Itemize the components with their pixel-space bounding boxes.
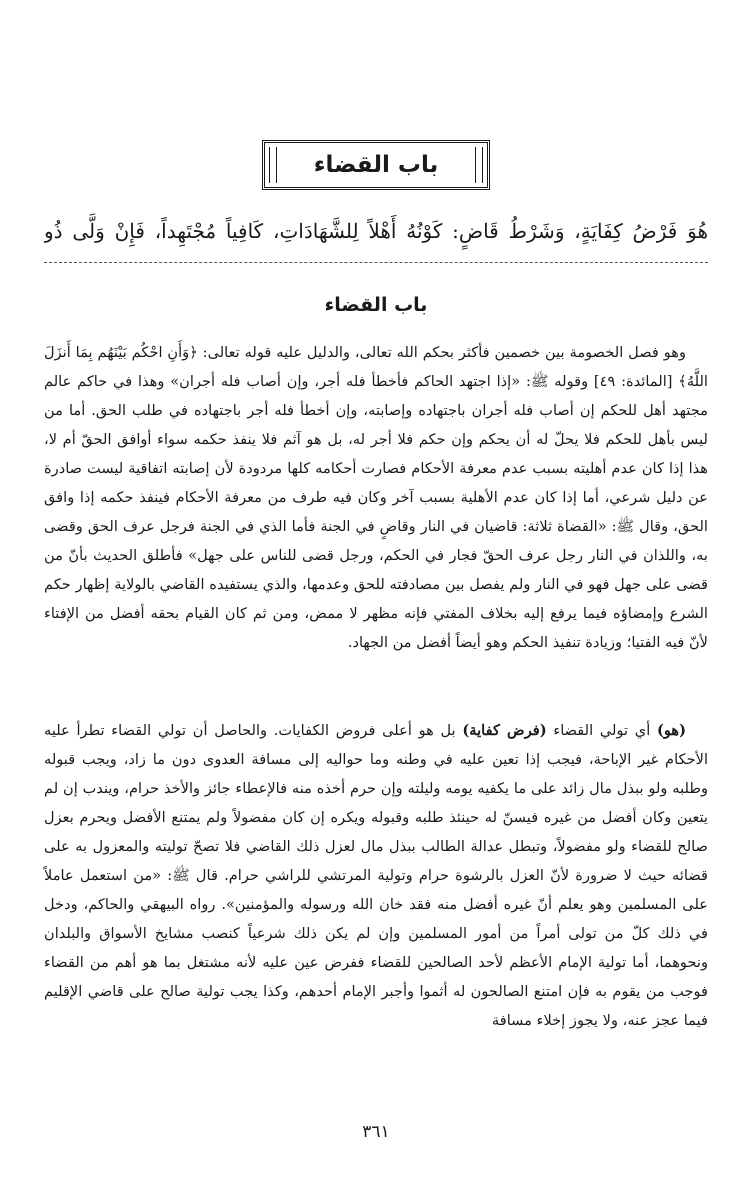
paragraph-2-intro: أي تولي القضاء	[553, 722, 651, 739]
matn-text-line: هُوَ فَرْضُ كِفَايَةٍ، وَشَرْطُ قَاضٍ: كَوْنُهُ أَهْلاً لِلشَّهَادَاتِ، كَافِياً مُجْتَهِداً، فَإِنْ وَلَّى ذُو	[44, 219, 708, 243]
commentary-paragraph-2	[44, 716, 708, 1035]
paragraph-2-body: بل هو أعلى فروض الكفايات. والحاصل أن تولي القضاء تطرأ عليه الأحكام غير الإباحة، فيجب إذا تعين عليه في وطنه وما حواليه إلى مسافة العدوى دون ما زاد، ويجب قبوله وطلبه ولو ببذل مال زائد على ما يكفيه يومه وليلته وإن حرم أخذه منه فالإعطاء جائز والأخذ حرام، ويندب إن لم يتعين وكان أفضل من غيره فيسنّ له حينئذ طلبه وقبوله ويكره إن كان مفضولاً ولم يمتنع الأفضل ويحرم بعزل صالح للقضاء ولو مفضولاً، وتبطل عدالة الطالب ببذل مال لعزل ذلك القاضي فلا تصحّ توليته والمعزول به على قضائه حيث لا ضرورة لأنّ العزل بالرشوة حرام وتولية المرتشي للراشي حرام. قال ﷺ: «من استعمل عاملاً على المسلمين وهو يعلم أنّ غيره أفضل منه فقد خان الله ورسوله والمؤمنين». رواه البيهقي والحاكم، ودخل في ذلك كلّ من تولى أمراً من أمور المسلمين وإن لم يكن ذلك شرعياً كنصب مشايخ الأسواق والبلدان ونحوهما، أما تولية الإمام الأعظم لأحد الصالحين للقضاء ففرض عين عليه لأنه مشتغل بما هو أهم من القضاء فوجب من يقوم به فإن امتنع الصالحون له أثموا وأجبر الإمام أحدهم، وكذا يجب تولية صالح على قاضي الإقليم فيما عجز عنه، ولا يجوز إخلاء مسافة	[44, 722, 708, 1029]
chapter-title-frame	[262, 140, 490, 190]
chapter-title: باب القضاء	[313, 152, 439, 178]
matn-term-fard-kifaya: (فرض كفاية)	[462, 722, 547, 739]
separator-rule	[44, 262, 708, 263]
commentary-paragraph-1: وهو فصل الخصومة بين خصمين فأكثر بحكم الله تعالى، والدليل عليه قوله تعالى: ﴿وَأَنِ احْكُم بَيْنَهُم بِمَا أَنزَلَ اللَّهُ﴾ [المائدة: ٤٩] وقوله ﷺ: «إذا اجتهد الحاكم فأخطأ فله أجر، وإن أصاب فله أجران» وهذا في حاكم عالم مجتهد أهل للحكم إن أصاب فله أجران باجتهاده وإصابته، وإن أخطأ فله أجر باجتهاده في طلب الحق. أما من ليس بأهل للحكم فلا يحلّ له أن يحكم وإن حكم فلا أجر له، بل هو آثم فلا ينفذ حكمه سواء أوافق الحقّ أم لا، هذا إذا كان عدم أهليته بسبب عدم معرفة الأحكام فصارت أحكامه كلها مردودة لأن إصابته اتفاقية ليست صادرة عن دليل شرعي، أما إذا كان عدم الأهلية بسبب آخر وكان فيه طرف من معرفة الأحكام فينفذ حكمه إذا وافق الحق، وقال ﷺ: «القضاة ثلاثة: قاضيان في النار وقاضٍ في الجنة فأما الذي في الجنة فرجل عرف الحق وقضى به، واللذان في النار رجل عرف الحقّ فجار في الحكم، ورجل قضى للناس على جهل» فأطلق الحديث بأنّ من قضى على جهل فهو في النار ولم يفصل بين مصادفته للحق وعدمها، والذي يستفيده القاضي بالولاية إظهار حكم الشرع وإمضاؤه فيما يرفع إليه بخلاف المفتي فإنه مظهر لا ممض، ومن ثم كان القيام بحقه أفضل من الإفتاء لأنّ فيه الفتيا؛ وزيادة تنفيذ الحكم وهو أيضاً أفضل من الجهاد.	[44, 344, 708, 651]
matn-term-huwa: (هو)	[656, 722, 687, 739]
page-number: ٣٦١	[362, 1122, 390, 1142]
section-title: باب القضاء	[324, 294, 428, 316]
